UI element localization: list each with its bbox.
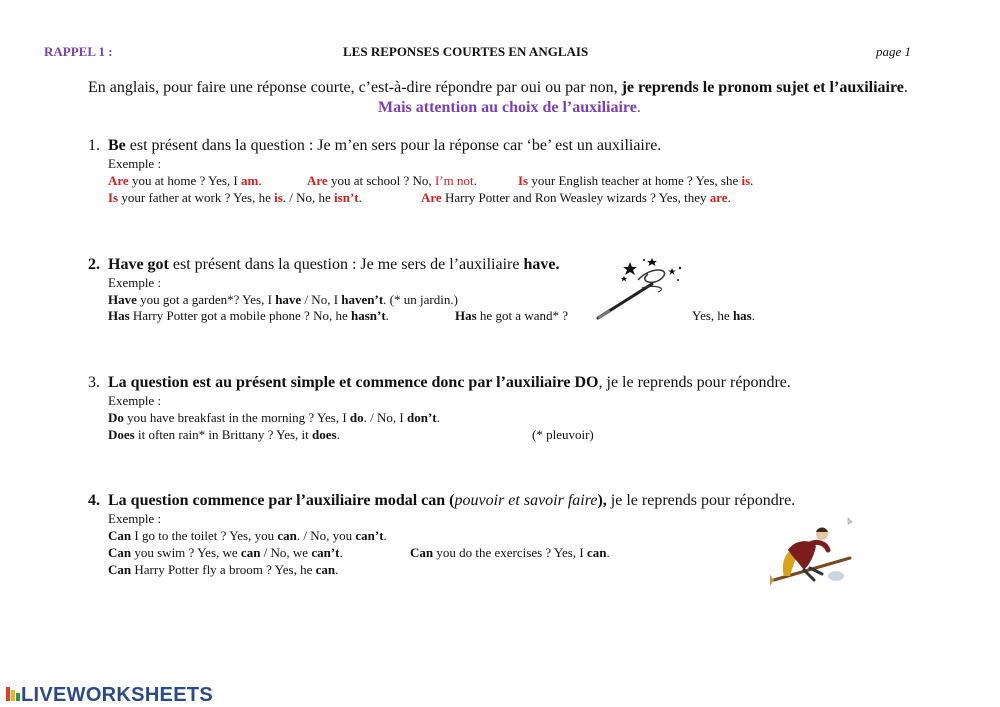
header-rappel: RAPPEL 1 : [44,44,113,59]
section-4-line-1: Can I go to the toilet ? Yes, you can. / No, you can’t. [108,528,387,543]
section-3-line-1: Do you have breakfast in the morning ? Yes, I do. / No, I don’t. [108,410,440,425]
section-4-line-2b: Can you do the exercises ? Yes, I can. [410,545,610,560]
section-2-line-1: Have you got a garden*? Yes, I have / No, I haven’t. (* un jardin.) [108,292,458,307]
section-1-line-1c: Is your English teacher at home ? Yes, she is. [518,173,754,188]
intro-line-2: Mais attention au choix de l’auxiliaire. [378,99,641,116]
logo-mark-icon [6,685,20,703]
section-4-exemple: Exemple : [108,511,162,526]
section-3-line-2: Does it often rain* in Brittany ? Yes, it does. [108,427,340,442]
section-1-line-2b: Are Harry Potter and Ron Weasley wizards ? Yes, they are. [421,190,731,205]
section-1-exemple: Exemple : [108,156,162,171]
section-4-heading: 4. La question commence par l’auxiliaire modal can (pouvoir et savoir faire), je le reprends pour répondre. [88,492,796,509]
section-2-line-2b: Has he got a wand* ? [455,308,569,323]
section-1-line-1: Are you at home ? Yes, I am. [108,173,262,188]
section-2-exemple: Exemple : [108,275,162,290]
section-4-line-3: Can Harry Potter fly a broom ? Yes, he can. [108,562,339,577]
header-title: LES REPONSES COURTES EN ANGLAIS [343,44,589,59]
section-2-heading: 2. Have got est présent dans la question : Je me sers de l’auxiliaire have. [88,256,560,273]
section-1-line-2: Is your father at work ? Yes, he is. / No, he isn’t. [108,190,362,205]
magic-wand-icon [590,254,690,326]
intro-line-1: En anglais, pour faire une réponse courte, c’est-à-dire répondre par oui ou par non, je reprends le pronom sujet et l’auxiliaire. [88,79,908,96]
broom-flyer-icon [770,510,866,590]
section-3-footnote: (* pleuvoir) [532,427,594,442]
liveworksheets-logo: LIVEWORKSHEETS [6,684,213,707]
header-page: page 1 [876,44,912,59]
section-3-heading: 3. La question est au présent simple et commence donc par l’auxiliaire DO, je le reprends pour répondre. [88,374,791,391]
section-2-line-2c: Yes, he has. [692,308,755,323]
section-3-exemple: Exemple : [108,393,162,408]
section-1-line-1b: Are you at school ? No, I’m not. [307,173,477,188]
section-4-line-2: Can you swim ? Yes, we can / No, we can’t. [108,545,343,560]
section-2-line-2: Has Harry Potter got a mobile phone ? No, he hasn’t. [108,308,389,323]
section-1-heading: 1. Be est présent dans la question : Je m’en sers pour la réponse car ‘be’ est un auxiliaire. [88,137,662,154]
